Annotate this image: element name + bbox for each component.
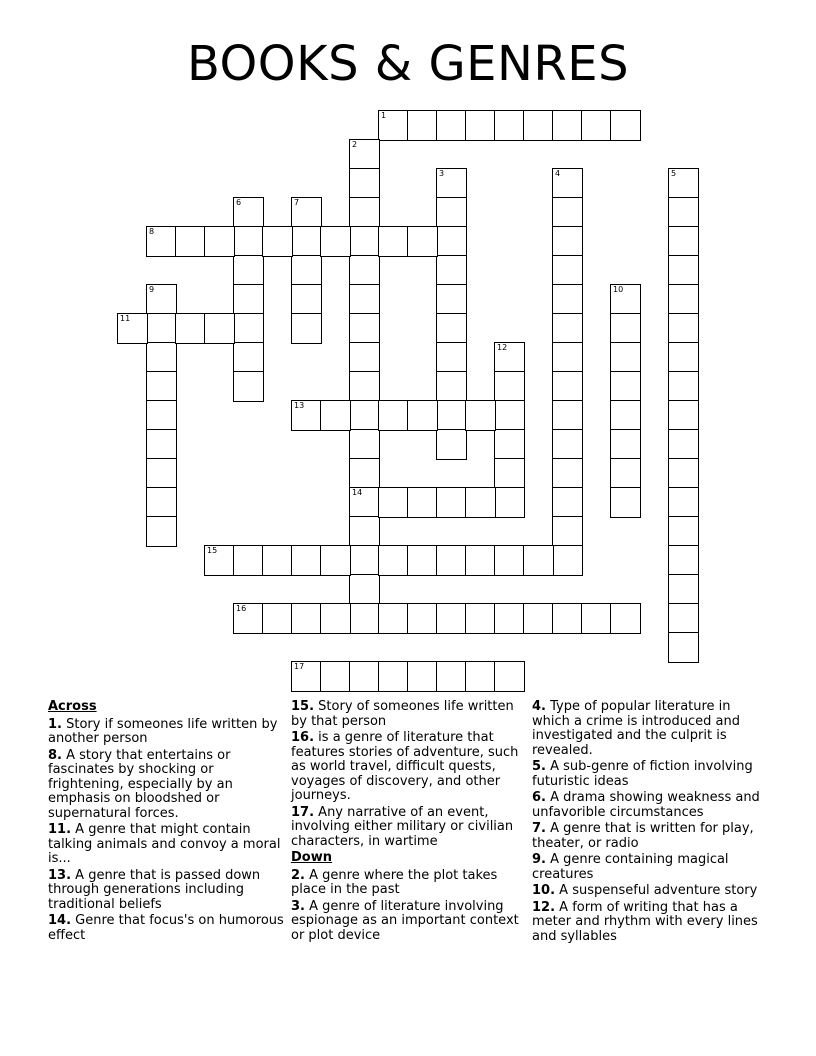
grid-cell[interactable] (262, 603, 293, 634)
clue-down-3: 3. A genre of literature involving espionage as an important context or plot device (291, 898, 519, 943)
grid-cell[interactable] (668, 313, 699, 344)
grid-cell[interactable] (146, 226, 177, 257)
grid-cell[interactable] (494, 487, 525, 518)
grid-cell[interactable] (204, 545, 235, 576)
clue-number: 12 (497, 343, 508, 352)
grid-cell[interactable] (146, 284, 177, 315)
grid-cell[interactable] (349, 603, 380, 634)
grid-cell[interactable] (146, 313, 177, 344)
grid-cell[interactable] (610, 429, 641, 460)
grid-cell[interactable] (175, 313, 206, 344)
grid-cell[interactable] (291, 603, 322, 634)
grid-cell[interactable] (494, 429, 525, 460)
clue-number: 17 (294, 662, 305, 671)
grid-cell[interactable] (233, 197, 264, 228)
grid-cell[interactable] (349, 545, 380, 576)
grid-cell[interactable] (581, 603, 612, 634)
grid-cell[interactable] (668, 255, 699, 286)
grid-cell[interactable] (407, 603, 438, 634)
grid-cell[interactable] (552, 313, 583, 344)
grid-cell[interactable] (233, 226, 264, 257)
grid-cell[interactable] (349, 226, 380, 257)
grid-cell[interactable] (378, 545, 409, 576)
grid-cell[interactable] (610, 400, 641, 431)
grid-cell[interactable] (494, 661, 525, 692)
grid-cell[interactable] (378, 661, 409, 692)
grid-cell[interactable] (668, 458, 699, 489)
grid-cell[interactable] (610, 458, 641, 489)
grid-cell[interactable] (349, 284, 380, 315)
grid-cell[interactable] (378, 400, 409, 431)
grid-cell[interactable] (407, 661, 438, 692)
grid-cell[interactable] (552, 226, 583, 257)
clues-column-3 (532, 700, 768, 946)
grid-cell[interactable] (552, 545, 583, 576)
clue-across-15: 15. Story of someones life written by that person (291, 699, 514, 729)
grid-cell[interactable] (291, 226, 322, 257)
grid-cell[interactable] (320, 545, 351, 576)
grid-cell[interactable] (349, 197, 380, 228)
grid-cell[interactable] (436, 487, 467, 518)
grid-cell[interactable] (291, 255, 322, 286)
grid-cell[interactable] (233, 255, 264, 286)
clue-across-8: 8. A story that entertains or fascinates by shocking or frightening, especially by an emphasis on bloodshed or supernatural forces. (48, 747, 233, 821)
grid-cell[interactable] (523, 603, 554, 634)
grid-cell[interactable] (668, 545, 699, 576)
grid-cell[interactable] (349, 313, 380, 344)
clues-column-1 (48, 700, 286, 945)
grid-cell[interactable] (552, 429, 583, 460)
clues-column-2 (291, 700, 527, 945)
grid-cell[interactable] (552, 255, 583, 286)
grid-cell[interactable] (407, 487, 438, 518)
grid-cell[interactable] (436, 255, 467, 286)
grid-cell[interactable] (668, 632, 699, 663)
grid-cell[interactable] (407, 110, 438, 141)
grid-cell[interactable] (552, 516, 583, 547)
grid-cell[interactable] (552, 458, 583, 489)
grid-cell[interactable] (552, 400, 583, 431)
grid-cell[interactable] (204, 226, 235, 257)
clue-number: 7 (294, 198, 300, 207)
clue-down-4: 4. Type of popular literature in which a crime is introduced and investigated and the culprit is revealed. (532, 699, 740, 758)
grid-cell[interactable] (291, 313, 322, 344)
grid-cell[interactable] (436, 284, 467, 315)
grid-cell[interactable] (349, 371, 380, 402)
grid-cell[interactable] (436, 661, 467, 692)
grid-cell[interactable] (378, 110, 409, 141)
grid-cell[interactable] (668, 168, 699, 199)
clue-number: 16 (236, 604, 247, 613)
grid-cell[interactable] (291, 661, 322, 692)
across-heading: Across (48, 699, 97, 714)
clue-across-11: 11. A genre that might contain talking animals and convoy a moral is... (48, 822, 281, 866)
grid-cell[interactable] (349, 429, 380, 460)
grid-cell[interactable] (233, 545, 264, 576)
grid-cell[interactable] (494, 603, 525, 634)
grid-cell[interactable] (610, 284, 641, 315)
grid-cell[interactable] (610, 342, 641, 373)
grid-cell[interactable] (349, 168, 380, 199)
grid-cell[interactable] (349, 661, 380, 692)
clue-number: 1 (381, 111, 387, 120)
grid-cell[interactable] (552, 603, 583, 634)
grid-cell[interactable] (610, 603, 641, 634)
clue-number: 15 (207, 546, 218, 555)
grid-cell[interactable] (436, 371, 467, 402)
grid-cell[interactable] (465, 603, 496, 634)
grid-cell[interactable] (349, 574, 380, 605)
grid-cell[interactable] (291, 545, 322, 576)
grid-cell[interactable] (668, 197, 699, 228)
grid-cell[interactable] (552, 197, 583, 228)
grid-cell[interactable] (668, 574, 699, 605)
grid-cell[interactable] (465, 487, 496, 518)
grid-cell[interactable] (436, 342, 467, 373)
down-heading: Down (291, 850, 332, 865)
grid-cell[interactable] (146, 371, 177, 402)
grid-cell[interactable] (668, 284, 699, 315)
clue-number: 9 (149, 285, 155, 294)
grid-cell[interactable] (552, 342, 583, 373)
grid-cell[interactable] (552, 284, 583, 315)
grid-cell[interactable] (523, 545, 554, 576)
clue-across-16: 16. is a genre of literature that features stories of adventure, such as world travel, difficult quests, voyages of discovery, and other journeys. (291, 730, 519, 803)
clue-across-14: 14. Genre that focus's on humorous effect (48, 913, 284, 943)
grid-cell[interactable] (233, 342, 264, 373)
grid-cell[interactable] (146, 458, 177, 489)
grid-cell[interactable] (291, 197, 322, 228)
grid-cell[interactable] (233, 603, 264, 634)
clue-across-1: 1. Story if someones life written by another person (48, 716, 278, 746)
grid-cell[interactable] (349, 342, 380, 373)
clue-number: 6 (236, 198, 242, 207)
grid-cell[interactable] (291, 284, 322, 315)
clue-number: 3 (439, 169, 445, 178)
grid-cell[interactable] (552, 487, 583, 518)
grid-cell[interactable] (494, 371, 525, 402)
grid-cell[interactable] (465, 545, 496, 576)
grid-cell[interactable] (552, 168, 583, 199)
grid-cell[interactable] (494, 110, 525, 141)
grid-cell[interactable] (146, 400, 177, 431)
grid-cell[interactable] (494, 342, 525, 373)
clue-down-12: 12. A form of writing that has a meter and rhythm with every lines and syllables (532, 899, 758, 944)
grid-cell[interactable] (668, 429, 699, 460)
grid-cell[interactable] (378, 603, 409, 634)
grid-cell[interactable] (320, 400, 351, 431)
grid-cell[interactable] (610, 371, 641, 402)
grid-cell[interactable] (552, 110, 583, 141)
grid-cell[interactable] (436, 429, 467, 460)
grid-cell[interactable] (581, 110, 612, 141)
grid-cell[interactable] (436, 226, 467, 257)
grid-cell[interactable] (610, 487, 641, 518)
clue-down-9: 9. A genre containing magical creatures (532, 852, 729, 882)
grid-cell[interactable] (610, 110, 641, 141)
grid-cell[interactable] (320, 603, 351, 634)
grid-cell[interactable] (465, 661, 496, 692)
clue-down-5: 5. A sub-genre of fiction involving futuristic ideas (532, 759, 753, 789)
grid-cell[interactable] (175, 226, 206, 257)
grid-cell[interactable] (436, 168, 467, 199)
clue-number: 5 (671, 169, 677, 178)
clue-number: 11 (120, 314, 131, 323)
grid-cell[interactable] (668, 400, 699, 431)
grid-cell[interactable] (378, 487, 409, 518)
grid-cell[interactable] (349, 487, 380, 518)
grid-cell[interactable] (668, 226, 699, 257)
grid-cell[interactable] (610, 313, 641, 344)
grid-cell[interactable] (668, 371, 699, 402)
clue-across-13: 13. A genre that is passed down through generations including traditional beliefs (48, 867, 261, 912)
grid-cell[interactable] (262, 226, 293, 257)
grid-cell[interactable] (378, 226, 409, 257)
grid-cell[interactable] (436, 545, 467, 576)
clue-down-7: 7. A genre that is written for play, theater, or radio (532, 821, 754, 851)
grid-cell[interactable] (465, 400, 496, 431)
grid-cell[interactable] (436, 313, 467, 344)
grid-cell[interactable] (146, 429, 177, 460)
grid-cell[interactable] (494, 400, 525, 431)
grid-cell[interactable] (552, 371, 583, 402)
grid-cell[interactable] (668, 487, 699, 518)
clue-number: 10 (613, 285, 624, 294)
grid-cell[interactable] (494, 458, 525, 489)
clue-down-6: 6. A drama showing weakness and unfavorible circumstances (532, 790, 760, 820)
grid-cell[interactable] (146, 516, 177, 547)
grid-cell[interactable] (436, 197, 467, 228)
grid-cell[interactable] (233, 371, 264, 402)
grid-cell[interactable] (465, 110, 496, 141)
grid-cell[interactable] (494, 545, 525, 576)
clue-down-2: 2. A genre where the plot takes place in the past (291, 867, 498, 897)
clue-number: 4 (555, 169, 561, 178)
grid-cell[interactable] (291, 400, 322, 431)
clue-number: 13 (294, 401, 305, 410)
grid-cell[interactable] (407, 545, 438, 576)
grid-cell[interactable] (668, 516, 699, 547)
clue-number: 14 (352, 488, 363, 497)
grid-cell[interactable] (349, 255, 380, 286)
grid-cell[interactable] (407, 226, 438, 257)
grid-cell[interactable] (146, 487, 177, 518)
grid-cell[interactable] (117, 313, 148, 344)
clue-number: 2 (352, 140, 358, 149)
grid-cell[interactable] (233, 313, 264, 344)
grid-cell[interactable] (233, 284, 264, 315)
grid-cell[interactable] (668, 603, 699, 634)
grid-cell[interactable] (349, 516, 380, 547)
grid-cell[interactable] (262, 545, 293, 576)
grid-cell[interactable] (349, 458, 380, 489)
grid-cell[interactable] (523, 110, 554, 141)
puzzle-title: BOOKS & GENRES (186, 36, 630, 92)
grid-cell[interactable] (436, 110, 467, 141)
clue-across-17: 17. Any narrative of an event, involving either military or civilian characters, in wartime (291, 804, 514, 849)
grid-cell[interactable] (349, 400, 380, 431)
grid-cell[interactable] (436, 603, 467, 634)
grid-cell[interactable] (436, 400, 467, 431)
clue-down-10: 10. A suspenseful adventure story (532, 883, 758, 898)
grid-cell[interactable] (349, 139, 380, 170)
grid-cell[interactable] (407, 400, 438, 431)
grid-cell[interactable] (146, 342, 177, 373)
grid-cell[interactable] (320, 661, 351, 692)
grid-cell[interactable] (204, 313, 235, 344)
grid-cell[interactable] (668, 342, 699, 373)
clue-number: 8 (149, 227, 155, 236)
grid-cell[interactable] (320, 226, 351, 257)
